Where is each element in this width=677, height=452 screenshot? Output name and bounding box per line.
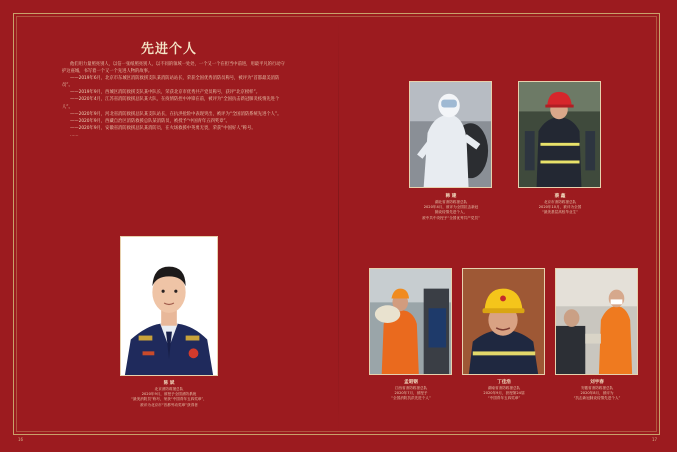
- profile-caption-line: 湖北省消防救援总队: [434, 200, 468, 204]
- page-number-right: 17: [652, 437, 658, 442]
- intro-paragraph: 他们用力量照亮别人，以信一张纸照亮别人，以不同的领域一处处，一个又一个在担当中前进，用最平凡的行动守护这座城，书写着一个又一个先进人物的故事。: [62, 62, 285, 75]
- intro-paragraph: ——2020年9月，河北省消防救援总队某支队站长，在抗洪抢险中表现突出，被评为“全国消防系统先进个人”。: [70, 111, 282, 117]
- profile-caption: [398, 193, 504, 221]
- profile-caption: [451, 379, 557, 402]
- intro-paragraph: ——2020年9月，西藏自治区消防救援总队某消防员，被授予“中国青年五四奖章”。: [70, 118, 230, 124]
- intro-paragraph: ——2019年9月，西城区消防救援支队某中队长，荣获北京市优秀共产党员称号，获评“北京榜样”。: [70, 90, 260, 96]
- profile-photo-community-help: [555, 268, 638, 375]
- intro-paragraph: ——2020年9月，安徽省消防救援总队某消防员，在火场救援中英勇无畏，荣获“中国好人”称号。: [70, 125, 256, 131]
- intro-paragraph: ……: [70, 132, 79, 138]
- profile-photo-flood-rescue: [369, 268, 452, 375]
- flood-rescue-illustration: [370, 269, 451, 374]
- profile-name: 蔡 鑫: [554, 194, 566, 199]
- profile-caption: [507, 193, 613, 216]
- profile-caption-line: “中国青年五四奖章”: [487, 396, 521, 401]
- profile-name: 刘宇春: [590, 380, 604, 385]
- profile-name: 丁佳浩: [497, 380, 511, 385]
- profile-photo-yellow-helmet: [462, 268, 545, 375]
- profile-caption-line: 2020年4月，被评为全国抗击新冠: [423, 205, 479, 210]
- profile-caption-line: 湖南省消防救援总队: [487, 386, 521, 390]
- featured-caption: [98, 380, 240, 408]
- intro-text: [62, 61, 286, 139]
- featured-portrait-photo: [120, 236, 218, 376]
- featured-caption-line: 2020年9月，被授予全国消防系统: [141, 392, 197, 397]
- profile-caption-line: “最美基层高校毕业生”: [541, 210, 579, 215]
- featured-name: 陈 斌: [163, 381, 175, 386]
- profile-caption-line: 2020年9月，获授第24届: [483, 391, 525, 396]
- profile-caption-line: “全国消防抗洪先进个人”: [391, 396, 431, 401]
- profile-caption-line: 2020年7月，被授予: [394, 391, 428, 396]
- featured-caption-line: “最美消防员”称号，荣获“中国青年五四奖章”，: [131, 397, 207, 402]
- section-title: 先进个人: [140, 42, 197, 57]
- profile-name: 孟昭钢: [404, 380, 418, 385]
- firefighter-illustration: [519, 82, 600, 187]
- profile-caption-line: 北京市消防救援总队: [543, 200, 577, 204]
- profile-photo-firefighter: [518, 81, 601, 188]
- portrait-illustration: [121, 237, 217, 375]
- profile-photo-hazmat: [409, 81, 492, 188]
- intro-paragraph: ——2020年4月，江苏省消防救援总队某大队，在疫情防控中冲锋在前，被评为“全国抗击新冠肺炎疫情先进个人”。: [62, 97, 280, 110]
- featured-caption-line: 被评为北京市“首都劳动奖章”获得者: [140, 402, 198, 407]
- profile-caption-line: 被中共中央授予“全国优秀共产党员”: [422, 215, 480, 220]
- profile-caption-line: “抗击新冠肺炎疫情先进个人”: [573, 396, 621, 401]
- page-number-left: 16: [18, 437, 24, 442]
- yellow-helmet-illustration: [463, 269, 544, 374]
- profile-caption-line: 2020年8月，被评为: [580, 391, 614, 396]
- hazmat-illustration: [410, 82, 491, 187]
- profile-caption-line: 安徽省消防救援总队: [580, 386, 614, 390]
- profile-caption-line: 肺炎疫情先进个人，: [434, 210, 468, 215]
- book-spine: [338, 14, 339, 434]
- community-help-illustration: [556, 269, 637, 374]
- profile-caption-line: 2020年10月，被评为全国: [538, 205, 582, 210]
- profile-caption: [358, 379, 464, 402]
- profile-caption-line: 江西省消防救援总队: [394, 386, 428, 390]
- profile-caption: [544, 379, 650, 402]
- intro-paragraph: ——2019年6月，北京市东城区消防救援支队某消防站站长，荣获全国优秀消防员称号，被评为“首都最美消防员”。: [62, 76, 280, 89]
- profile-name: 韩 建: [445, 194, 457, 199]
- featured-caption-line: 北京消防救援总队: [154, 387, 184, 391]
